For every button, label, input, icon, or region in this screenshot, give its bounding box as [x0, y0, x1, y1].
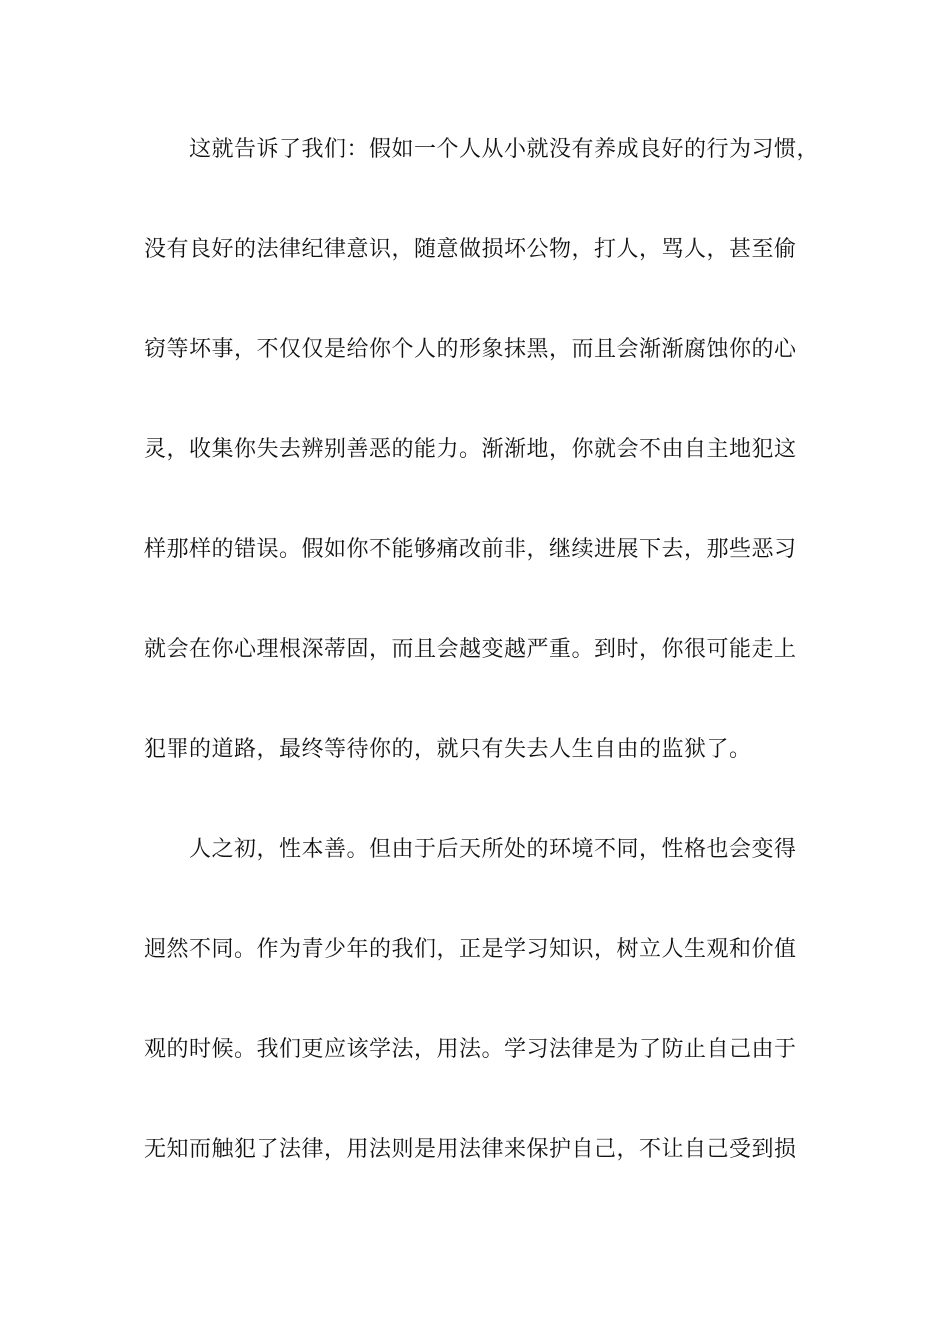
paragraph-1-line-2: 没有良好的法律纪律意识，随意做损坏公物，打人，骂人，甚至偷	[144, 237, 797, 262]
paragraph-1-line-5: 样那样的错误。假如你不能够痛改前非，继续进展下去，那些恶习	[144, 537, 797, 562]
paragraph-1-line-7: 犯罪的道路，最终等待你的，就只有失去人生自由的监狱了。	[144, 737, 752, 762]
paragraph-1-line-3: 窃等坏事，不仅仅是给你个人的形象抹黑，而且会渐渐腐蚀你的心	[144, 337, 797, 362]
paragraph-1-line-4: 灵，收集你失去辨别善恶的能力。渐渐地，你就会不由自主地犯这	[144, 437, 797, 462]
paragraph-1-line-1: 这就告诉了我们：假如一个人从小就没有养成良好的行为习惯，	[189, 137, 820, 162]
paragraph-1-line-6: 就会在你心理根深蒂固，而且会越变越严重。到时，你很可能走上	[144, 637, 797, 662]
paragraph-2-line-2: 迥然不同。作为青少年的我们，正是学习知识，树立人生观和价值	[144, 937, 797, 962]
paragraph-2-line-1: 人之初，性本善。但由于后天所处的环境不同，性格也会变得	[189, 837, 797, 862]
paragraph-2-line-3: 观的时候。我们更应该学法，用法。学习法律是为了防止自己由于	[144, 1037, 797, 1062]
paragraph-2-line-4: 无知而触犯了法律，用法则是用法律来保护自己，不让自己受到损	[144, 1137, 797, 1162]
